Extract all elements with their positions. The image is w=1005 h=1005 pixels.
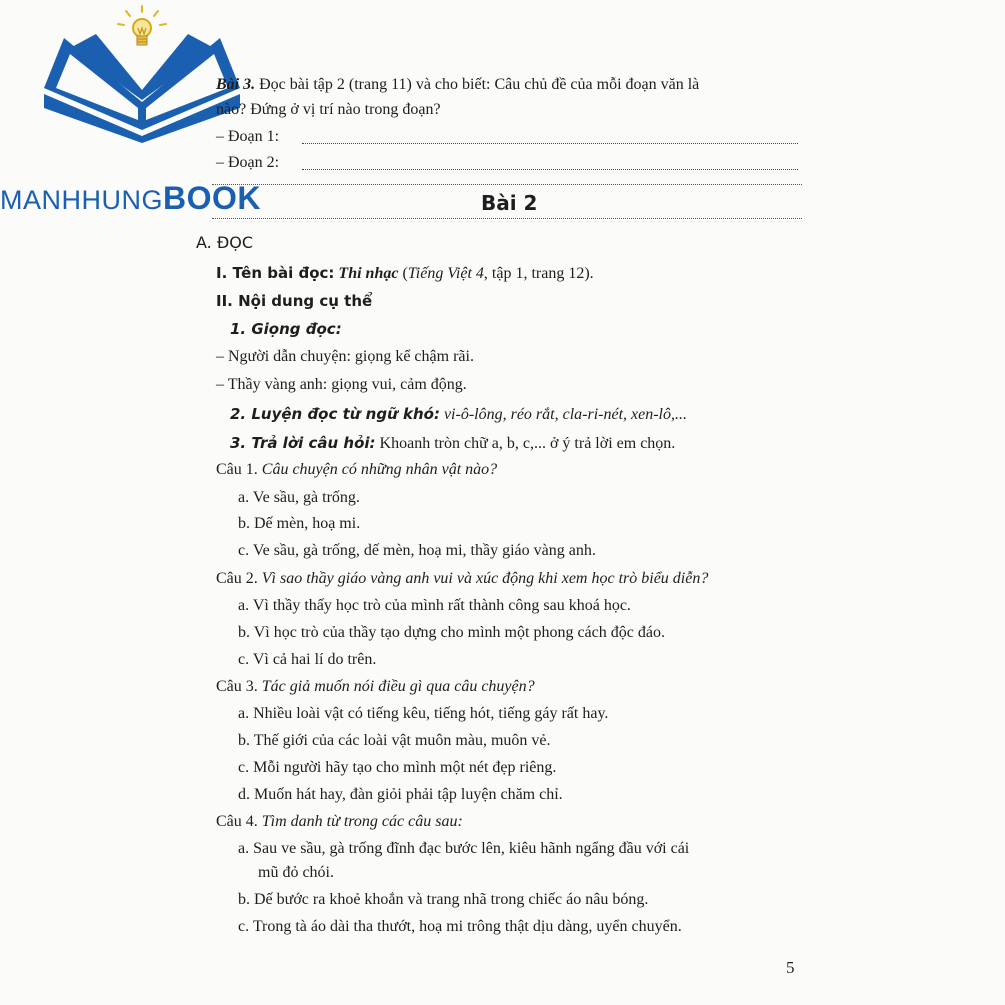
question-4-label: Câu 4. — [216, 813, 258, 830]
divider-bottom — [212, 218, 802, 219]
open-book-icon — [42, 8, 242, 143]
question-3 — [216, 678, 535, 696]
voice-item-1: – Người dẫn chuyện: giọng kể chậm rãi. — [216, 348, 474, 365]
logo-text-book: BOOK — [163, 180, 261, 216]
q2-option-b: b. Vì học trò của thầy tạo dựng cho mình một phong cách độc đáo. — [238, 624, 665, 641]
answer-heading: 3. Trả lời câu hỏi: — [230, 434, 376, 452]
q1-option-c: c. Ve sầu, gà trống, dế mèn, hoạ mi, thầy giáo vàng anh. — [238, 542, 596, 559]
question-4-text: Tìm danh từ trong các câu sau: — [261, 813, 463, 830]
doan-1-label: – Đoạn 1: — [216, 128, 280, 145]
words-heading: 2. Luyện đọc từ ngữ khó: — [230, 405, 440, 423]
reading-source-rest: , tập 1, trang 12). — [483, 265, 594, 282]
q1-option-b: b. Dế mèn, hoạ mi. — [238, 515, 361, 532]
logo-text-manhhung: MANHHUNG — [0, 185, 163, 215]
question-1-text: Câu chuyện có những nhân vật nào? — [261, 461, 498, 478]
question-3-text: Tác giả muốn nói điều gì qua câu chuyện? — [261, 678, 535, 695]
answer-line — [230, 434, 675, 453]
reading-name-line — [216, 264, 594, 283]
q2-option-a: a. Vì thầy thấy học trò của mình rất thành công sau khoá học. — [238, 597, 631, 614]
q2-option-c: c. Vì cả hai lí do trên. — [238, 651, 377, 668]
question-2 — [216, 570, 708, 588]
exercise-3-text: Đọc bài tập 2 (trang 11) và cho biết: Câu chủ đề của mỗi đoạn văn là — [255, 76, 700, 93]
question-4 — [216, 813, 463, 831]
content-heading: II. Nội dung cụ thể — [216, 292, 373, 310]
words-line — [230, 405, 687, 424]
reading-source-book: Tiếng Việt 4 — [407, 265, 484, 282]
reading-source-open: ( — [398, 265, 408, 282]
exercise-3-line2: nào? Đứng ở vị trí nào trong đoạn? — [216, 101, 441, 118]
q3-option-c: c. Mỗi người hãy tạo cho mình một nét đẹp riêng. — [238, 759, 557, 776]
doan-2-answer-line — [302, 169, 798, 170]
doan-2-label: – Đoạn 2: — [216, 154, 280, 171]
divider-top — [212, 184, 802, 185]
voice-item-2: – Thầy vàng anh: giọng vui, cảm động. — [216, 376, 467, 393]
answer-instruction: Khoanh tròn chữ a, b, c,... ở ý trả lời em chọn. — [379, 435, 676, 452]
q4-option-c: c. Trong tà áo dài tha thướt, hoạ mi trông thật dịu dàng, uyển chuyển. — [238, 918, 682, 935]
q3-option-a: a. Nhiều loài vật có tiếng kêu, tiếng hót, tiếng gáy rất hay. — [238, 705, 609, 722]
q4-option-a-line1: a. Sau ve sầu, gà trống đĩnh đạc bước lên, kiêu hãnh ngẩng đầu với cái — [238, 840, 690, 857]
q1-option-a: a. Ve sầu, gà trống. — [238, 489, 360, 506]
question-3-label: Câu 3. — [216, 678, 258, 695]
exercise-3-line1 — [216, 76, 699, 94]
reading-name-label: I. Tên bài đọc: — [216, 264, 335, 282]
doan-1-answer-line — [302, 143, 798, 144]
q4-option-a-line2: mũ đỏ chói. — [258, 864, 334, 881]
question-1 — [216, 461, 497, 479]
section-a-heading: A. ĐỌC — [196, 233, 253, 252]
lesson-title: Bài 2 — [481, 191, 538, 215]
q3-option-d: d. Muốn hát hay, đàn giỏi phải tập luyện chăm chỉ. — [238, 786, 563, 803]
voice-heading: 1. Giọng đọc: — [230, 320, 342, 338]
q3-option-b: b. Thế giới của các loài vật muôn màu, muôn vẻ. — [238, 732, 551, 749]
question-2-text: Vì sao thầy giáo vàng anh vui và xúc động khi xem học trò biểu diễn? — [261, 570, 709, 587]
words-list: vi-ô-lông, réo rắt, cla-ri-nét, xen-lô,... — [443, 406, 687, 423]
question-1-label: Câu 1. — [216, 461, 258, 478]
page-number: 5 — [786, 958, 795, 977]
logo-wordmark — [0, 180, 261, 217]
reading-title: Thi nhạc — [338, 265, 399, 282]
question-2-label: Câu 2. — [216, 570, 258, 587]
exercise-3-label: Bài 3. — [216, 76, 256, 93]
q4-option-b: b. Dế bước ra khoẻ khoắn và trang nhã trong chiếc áo nâu bóng. — [238, 891, 649, 908]
